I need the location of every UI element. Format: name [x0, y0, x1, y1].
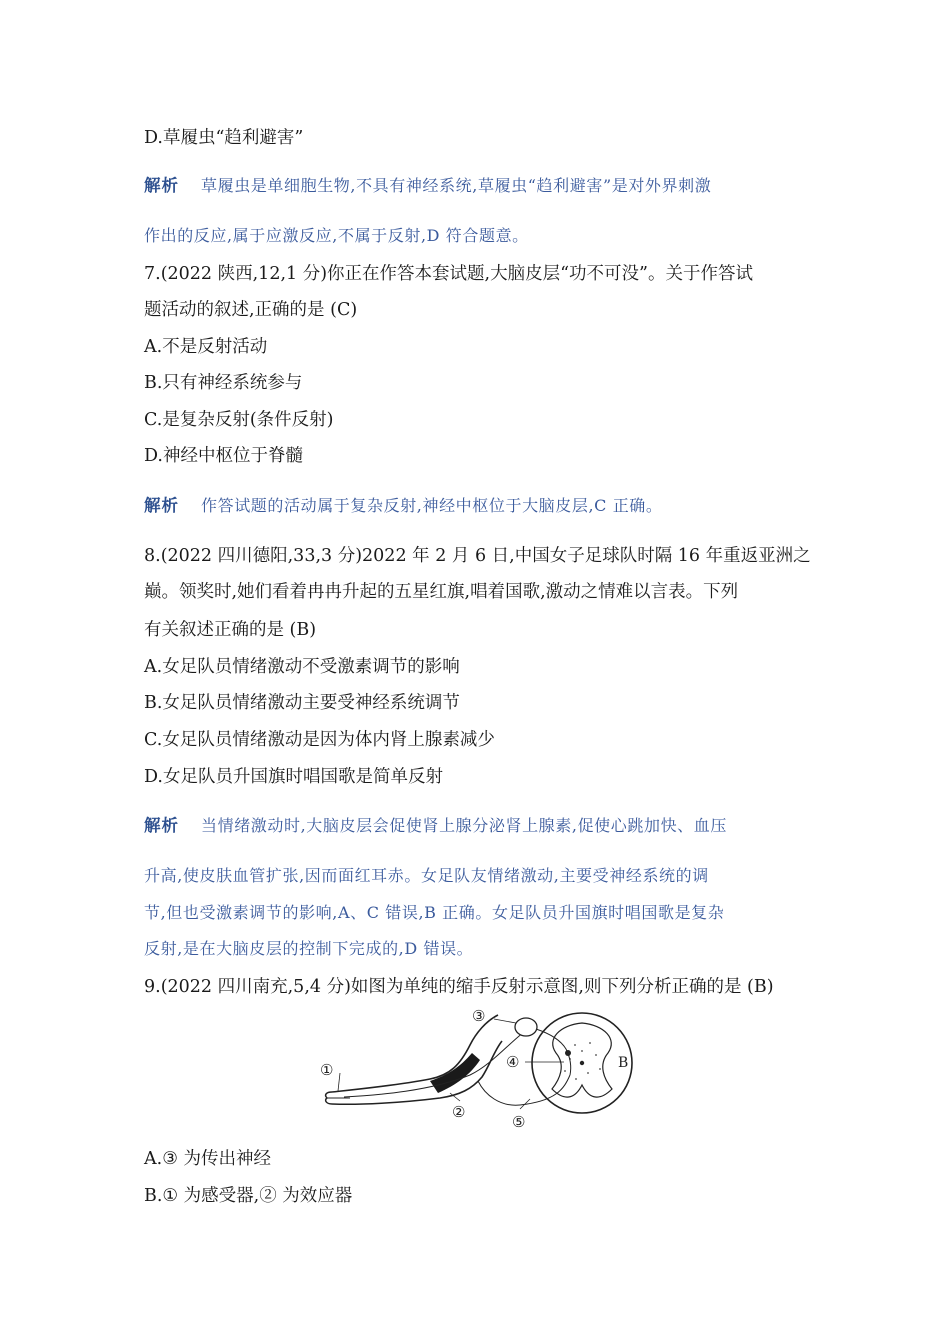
label-1: ①: [320, 1061, 334, 1079]
q8-option-a: A.女足队员情绪激动不受激素调节的影响: [144, 657, 460, 677]
q8-explanation-line: [144, 814, 727, 838]
q8-option-b: B.女足队员情绪激动主要受神经系统调节: [144, 693, 460, 713]
label-4: ④: [506, 1053, 520, 1071]
q6-explanation-line: 作出的反应,属于应激反应,不属于反射,D 符合题意。: [144, 226, 529, 245]
q8-explanation-line: 反射,是在大脑皮层的控制下完成的,D 错误。: [144, 939, 474, 958]
arm-lower-outline: [332, 1041, 502, 1104]
q8-option-d: D.女足队员升国旗时唱国歌是简单反射: [144, 767, 443, 787]
leader-line: [338, 1073, 340, 1091]
q7-explanation-line: [144, 494, 663, 518]
gray-matter: [552, 1023, 612, 1097]
explanation-tag: 解析: [144, 176, 179, 195]
explanation-tag: 解析: [144, 496, 179, 515]
q8-stem: 有关叙述正确的是 (B): [144, 620, 317, 640]
explanation-text: 当情绪激动时,大脑皮层会促使肾上腺分泌肾上腺素,促使心跳加快、血压: [201, 816, 727, 835]
q7-stem: 题活动的叙述,正确的是 (C): [144, 300, 358, 320]
q9-option-b: B.① 为感受器,② 为效应器: [144, 1186, 353, 1206]
q8-stem: 8.(2022 四川德阳,33,3 分)2022 年 2 月 6 日,中国女子足球队时隔 16 年重返亚洲之: [144, 546, 811, 566]
explanation-text: 草履虫是单细胞生物,不具有神经系统,草履虫“趋利避害”是对外界刺激: [201, 176, 712, 195]
neuron-body: [565, 1050, 571, 1056]
q8-explanation-line: 升高,使皮肤血管扩张,因而面红耳赤。女足队友情绪激动,主要受神经系统的调: [144, 866, 709, 885]
leader-line: [494, 1019, 516, 1023]
q9-stem: 9.(2022 四川南充,5,4 分)如图为单纯的缩手反射示意图,则下列分析正确的是 (B): [144, 977, 774, 997]
q7-stem: 7.(2022 陕西,12,1 分)你正在作答本套试题,大脑皮层“功不可没”。关于作答试: [144, 264, 753, 284]
q7-option-d: D.神经中枢位于脊髓: [144, 446, 303, 466]
label-5: ⑤: [512, 1113, 526, 1131]
reflex-arc-figure: [320, 1005, 640, 1133]
ganglion-node: [515, 1018, 537, 1036]
q8-option-c: C.女足队员情绪激动是因为体内肾上腺素减少: [144, 730, 495, 750]
q7-option-a: A.不是反射活动: [144, 337, 268, 357]
label-b: B: [618, 1055, 629, 1071]
explanation-tag: 解析: [144, 816, 179, 835]
central-canal: [580, 1061, 584, 1065]
arm-upper-outline: [332, 1015, 498, 1092]
q9-option-a: A.③ 为传出神经: [144, 1149, 271, 1169]
q6-explanation-line: [144, 174, 711, 198]
label-3: ③: [472, 1007, 486, 1025]
q7-option-b: B.只有神经系统参与: [144, 373, 303, 393]
q8-explanation-line: 节,但也受激素调节的影响,A、C 错误,B 正确。女足队员升国旗时唱国歌是复杂: [144, 903, 725, 922]
q6-option-d: D.草履虫“趋利避害”: [144, 128, 304, 148]
explanation-text: 作答试题的活动属于复杂反射,神经中枢位于大脑皮层,C 正确。: [201, 496, 663, 515]
q7-option-c: C.是复杂反射(条件反射): [144, 410, 334, 430]
label-2: ②: [452, 1103, 466, 1121]
q8-stem: 巅。领奖时,她们看着冉冉升起的五星红旗,唱着国歌,激动之情难以言表。下列: [144, 582, 739, 602]
